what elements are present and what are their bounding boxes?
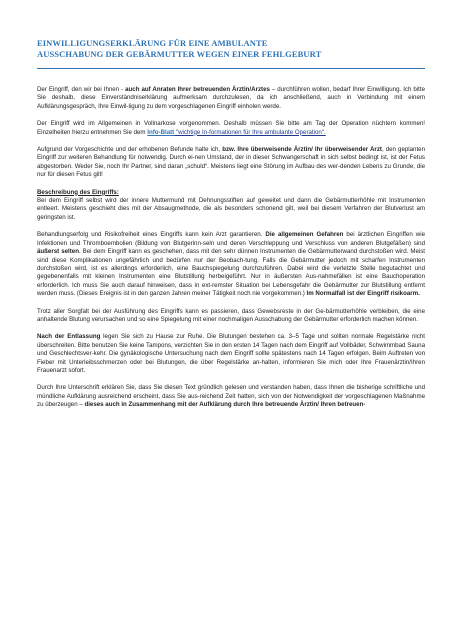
bold-run: Im Normalfall ist der Eingriff risikoarm. [306, 290, 420, 298]
info-sheet-title: "wichtige In-formationen für Ihre ambulante Operation". [174, 128, 326, 136]
bold-run: Nach der Entlassung [37, 333, 101, 341]
title-divider [37, 68, 425, 69]
paragraph-consent-intro [37, 86, 425, 111]
paragraph-risks [37, 231, 425, 298]
text-run: – durchführen wollen, bedarf Ihrer Einwilligung. Ich bitte Sie deshalb, diese Einverständniserklärung aufmerksam durchzulesen, da ich anschließend, auch in Verbindung mit einem Aufklärungsgespräch, Ihre Einwil-ligung zu dem vorgeschlagenen Eingriff einholen werde. [37, 86, 426, 110]
text-run: . Bei dem Eingriff kann es geschehen, dass mit den sehr dünnen Instrumenten die Gebärmutterwand durchstoßen wird. Meist sind diese Komplikationen ungefährlich und bedürfen nur der Beobach-tung. Falls die Gebärmutter jedoch mit scharfen Instrumenten durchstoßen wird, ist es allerdings erforderlich, eine Bauchspiegelung durchzuführen. Dabei wird die verletzte Stelle begutachtet und gegebenenfalls mit kleinen Instrumenten eine Blutstillung herbeigeführt. Nur in äußersten Aus-nahmefällen ist eine Bauchoperation erforderlich. Ich muss Sie auch darauf hinweisen, dass in ext-remster Situation bei Lebensgefahr die Gebärmutter zur Blutstillung entfernt werden muss. (Dieses Ereignis ist in den ganzen Jahren meiner Tätigkeit noch nie vorgekommen.) [37, 248, 426, 298]
text-run: Trotz aller Sorgfalt bei der Ausführung des Eingriffs kann es passieren, dass Gewebsreste in der Ge-bärmutterhöhle verbleiben, die eine anhaltende Blutung verursachen und so eine Spiegelung mit einer nochmaligen Ausschabung der Gebärmutter erforderlich machen können. [37, 307, 425, 323]
paragraph-indication [37, 146, 425, 180]
text-run: legen Sie sich zu Hause zur Ruhe. Die Blutungen bestehen ca. 3–5 Tage und sollten normale Regelstärke nicht überschreiten. Bitte benutzen Sie keine Tampons, verzichten Sie in den ersten 14 Tagen nach dem Eingriff auf Vollbäder, Schwimmbad Sauna und Geschlechtsver-kehr. Die gynäkologische Untersuchung nach dem Eingriff sollte spätestens nach 14 Tagen erfolgen. Beim Auftreten von Fieber mit Unterleibsschmerzen oder bei Blutungen, die über Regelstärke an-halten, informieren Sie mich oder Ihre Frauenärztin/Ihren Frauenarzt sofort. [37, 333, 425, 374]
paragraph-signature-consent [37, 384, 425, 409]
text-run: Behandlungserfolg und Risikofreiheit eines Eingriffs kann kein Arzt garantieren. [37, 231, 266, 239]
text-run: bei ärztlichen Eingriffen wie Infektionen und Thromboembolien (Bildung von Blutgerinn-seln und deren Verschleppung und Verschluss von anderen Blutgefäßen) sind [37, 231, 425, 247]
paragraph-tissue-remnants [37, 308, 425, 325]
bold-run: Die allgemeinen Gefahren [265, 231, 344, 239]
text-run: Aufgrund der Vorgeschichte und der erhobenen Befunde halte ich, [37, 146, 223, 154]
info-sheet-link[interactable]: Info-Blatt [147, 128, 175, 136]
bold-run: bzw. Ihre überweisende Ärztin/ Ihr überweisender Arzt [222, 146, 382, 154]
bold-run: dieses auch in Zusammenhang mit der Aufklärung durch Ihre betreuende Ärztin/ Ihren betreuen- [84, 401, 366, 409]
bold-run: äußerst selten [37, 248, 79, 256]
title-line-2: AUSSCHABUNG DER GEBÄRMUTTER WEGEN EINER FEHLGEBURT [37, 49, 322, 59]
bold-run: auch auf Anraten Ihrer betreuenden Ärztin/Arztes [125, 86, 270, 93]
text-run: , den geplanten Eingriff zur weiteren Behandlung für notwendig. Durch ei-nen Umstand, der in dieser Schwangerschaft in sich selbst bedingt ist, ist der Fetus abgestorben. Weder Sie, noch Ihr Partner, sind daran „schuld“. Meistens liegt eine Störung im Aufbau des wer-denden Lebens zu Grunde, die nur für diesen Fetus gilt! [37, 146, 426, 179]
paragraph-procedure [37, 189, 425, 223]
text-run: Der Eingriff, den wir bei Ihnen - [37, 86, 126, 93]
document-title [37, 38, 425, 60]
title-line-1: EINWILLIGUNGSERKLÄRUNG FÜR EINE AMBULANTE [37, 38, 268, 48]
text-run: Bei dem Eingriff selbst wird der innere Muttermund mit Dehnungsstiften auf geweitet und dann die Gebärmutterhöhle mit Instrumenten entleert. Meistens geschieht dies mit der Absaugmethode, die als besonders schonend gilt, weil bei diesem Verfahren der Blutverlust am geringsten ist. [37, 197, 425, 221]
text-run: Der Eingriff wird im Allgemeinen in Vollnarkose vorgenommen. Deshalb müssen Sie bitte am Tag der Operation nüchtern kommen! Einzelheiten hierzu entnehmen Sie dem [37, 120, 425, 136]
paragraph-anesthesia [37, 120, 425, 137]
paragraph-after-discharge [37, 333, 425, 375]
text-run: Durch Ihre Unterschrift erklären Sie, dass Sie diesen Text gründlich gelesen und verstanden haben, dass Ihnen die bisherige schriftliche und mündliche Aufklärung ausreichend erscheint, dass Sie aus-reichend Zeit hatten, sich von der Notwendigkeit der vorgeschlagenen Maßnahme zu überzeugen – [37, 384, 425, 409]
section-heading: Beschreibung des Eingriffs: [37, 188, 119, 196]
